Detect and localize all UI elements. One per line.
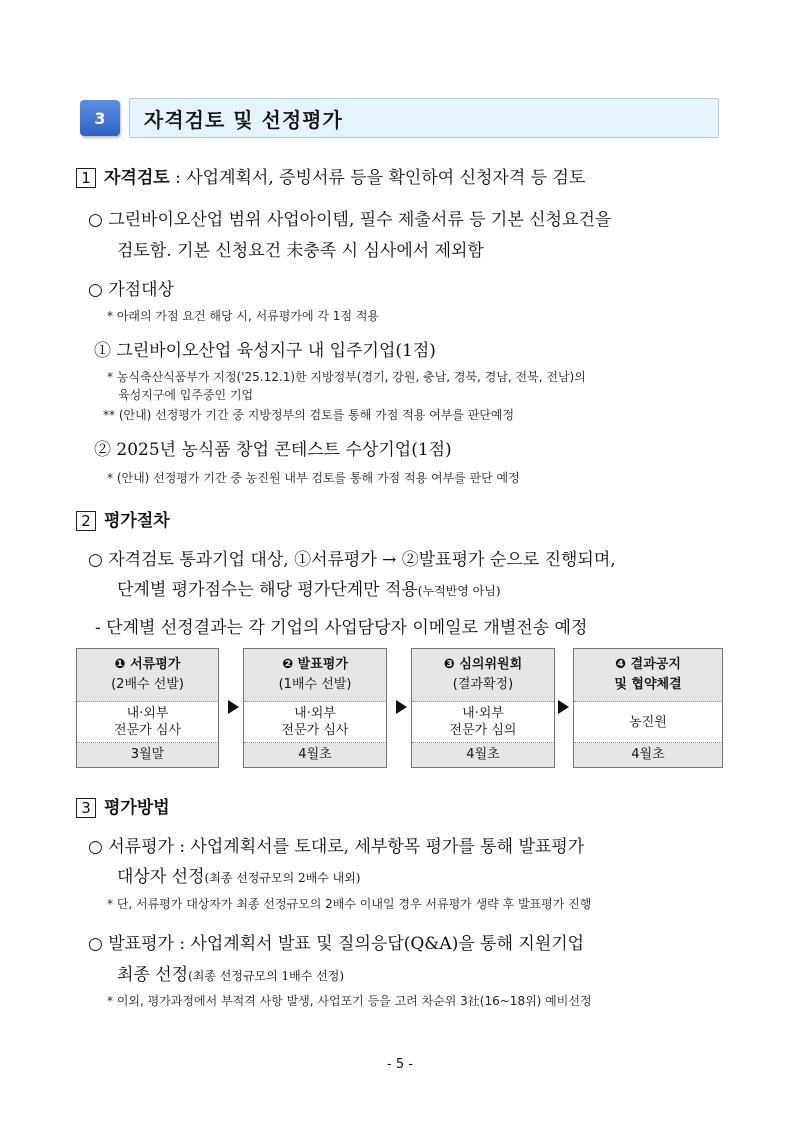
process-step-3 <box>411 648 555 768</box>
step-date: 4월초 <box>574 743 722 767</box>
subsection-heading: 평가절차 <box>104 511 170 531</box>
step-body: 전문가 심사 <box>281 723 349 738</box>
section-number-badge: 3 <box>80 100 120 136</box>
bullet-text: ○ 가점대상 <box>88 280 174 300</box>
note-text: * 단, 서류평가 대상자가 최종 선정규모의 2배수 이내일 경우 서류평가 생략 후 발표평가 진행 <box>107 897 592 911</box>
step-body: 내·외부 <box>126 706 169 721</box>
step-subtitle: (2배수 선발) <box>111 677 184 692</box>
step-subtitle: (1배수 선발) <box>278 677 352 692</box>
bullet-text: ○ 자격검토 통과기업 대상, ①서류평가 → ②발표평가 순으로 진행되며, <box>88 550 616 570</box>
bullet-text: ○ 서류평가 : 사업계획서를 토대로, 세부항목 평가를 통해 발표평가 <box>88 837 585 857</box>
step-body: 내·외부 <box>462 706 504 721</box>
section-title: 자격검토 및 선정평가 <box>144 108 343 132</box>
bullet-text-cont <box>117 575 501 600</box>
step-body: 전문가 심사 <box>114 723 181 738</box>
note-text: ** (안내) 선정평가 기간 중 지방정부의 검토를 통해 가점 적용 여부를 판단예정 <box>103 408 515 422</box>
bullet-text: ○ 발표평가 : 사업계획서 발표 및 질의응답(Q&A)을 통해 지원기업 <box>88 934 585 954</box>
item-text: ② 2025년 농식품 창업 콘테스트 수상기업(1점) <box>94 440 452 460</box>
process-step-4 <box>573 648 723 768</box>
arrow-right-icon <box>558 700 569 714</box>
step-body: 전문가 심의 <box>449 723 517 738</box>
subsection-text: : 사업계획서, 증빙서류 등을 확인하여 신청자격 등 검토 <box>169 168 586 188</box>
subsection-method <box>76 793 170 818</box>
step-title: ❶ 서류평가 <box>114 657 181 672</box>
arrow-right-icon <box>228 700 239 714</box>
note-text: * (안내) 선정평가 기간 중 농진원 내부 검토를 통해 가점 적용 여부를 판단 예정 <box>107 471 520 485</box>
bullet-text-main: 대상자 선정 <box>117 867 205 887</box>
step-subtitle: 및 협약체결 <box>614 677 682 692</box>
subsection-number: 2 <box>76 511 96 531</box>
step-body: 농진원 <box>629 714 667 730</box>
subsection-number: 3 <box>76 798 96 818</box>
bullet-text-cont <box>117 960 344 985</box>
step-date: 4월초 <box>244 743 386 767</box>
step-date: 4월초 <box>412 743 554 767</box>
step-title: ❹ 결과공지 <box>615 657 681 672</box>
step-body: 내·외부 <box>294 706 336 721</box>
arrow-right-icon <box>396 700 407 714</box>
step-date: 3월말 <box>77 743 218 767</box>
dash-text: - 단계별 선정결과는 각 기업의 사업담당자 이메일로 개별전송 예정 <box>95 618 588 638</box>
note-text: * 농식축산식품부가 지정('25.12.1)한 지방정부(경기, 강원, 충남, 경북, 경남, 전북, 전남)의 <box>107 370 586 384</box>
item-text: ① 그린바이오산업 육성지구 내 입주기업(1점) <box>94 341 436 361</box>
bullet-text-main: 단계별 평가점수는 해당 평가단계만 적용 <box>117 580 418 600</box>
note-text-cont: 육성지구에 입주중인 기업 <box>118 388 254 402</box>
subsection-qualification <box>76 163 585 188</box>
subsection-procedure <box>76 506 170 531</box>
step-subtitle: (결과확정) <box>452 677 514 692</box>
bullet-text-small: (최종 선정규모의 2배수 내외) <box>204 871 361 885</box>
bullet-text-small: (누적반영 아님) <box>417 584 501 598</box>
bullet-text-small: (최종 선정규모의 1배수 선정) <box>188 969 345 983</box>
bullet-text-cont: 검토함. 기본 신청요건 未충족 시 심사에서 제외함 <box>117 241 484 261</box>
page-number: - 5 - <box>387 1057 413 1072</box>
step-title: ❸ 심의위원회 <box>443 657 523 672</box>
note-text: * 이외, 평가과정에서 부적격 사항 발생, 사업포기 등을 고려 차순위 3社(16~18위) 예비선정 <box>107 994 592 1008</box>
process-step-1 <box>76 648 219 768</box>
subsection-heading: 평가방법 <box>104 798 170 818</box>
subsection-heading: 자격검토 <box>104 168 170 188</box>
bullet-text-cont <box>117 862 360 887</box>
subsection-number: 1 <box>76 168 96 188</box>
bullet-text-main: 최종 선정 <box>117 965 189 985</box>
note-text: * 아래의 가점 요건 해당 시, 서류평가에 각 1점 적용 <box>107 309 380 323</box>
bullet-text: ○ 그린바이오산업 범위 사업아이템, 필수 제출서류 등 기본 신청요건을 <box>88 210 612 230</box>
step-title: ❷ 발표평가 <box>282 657 348 672</box>
process-step-2 <box>243 648 387 768</box>
